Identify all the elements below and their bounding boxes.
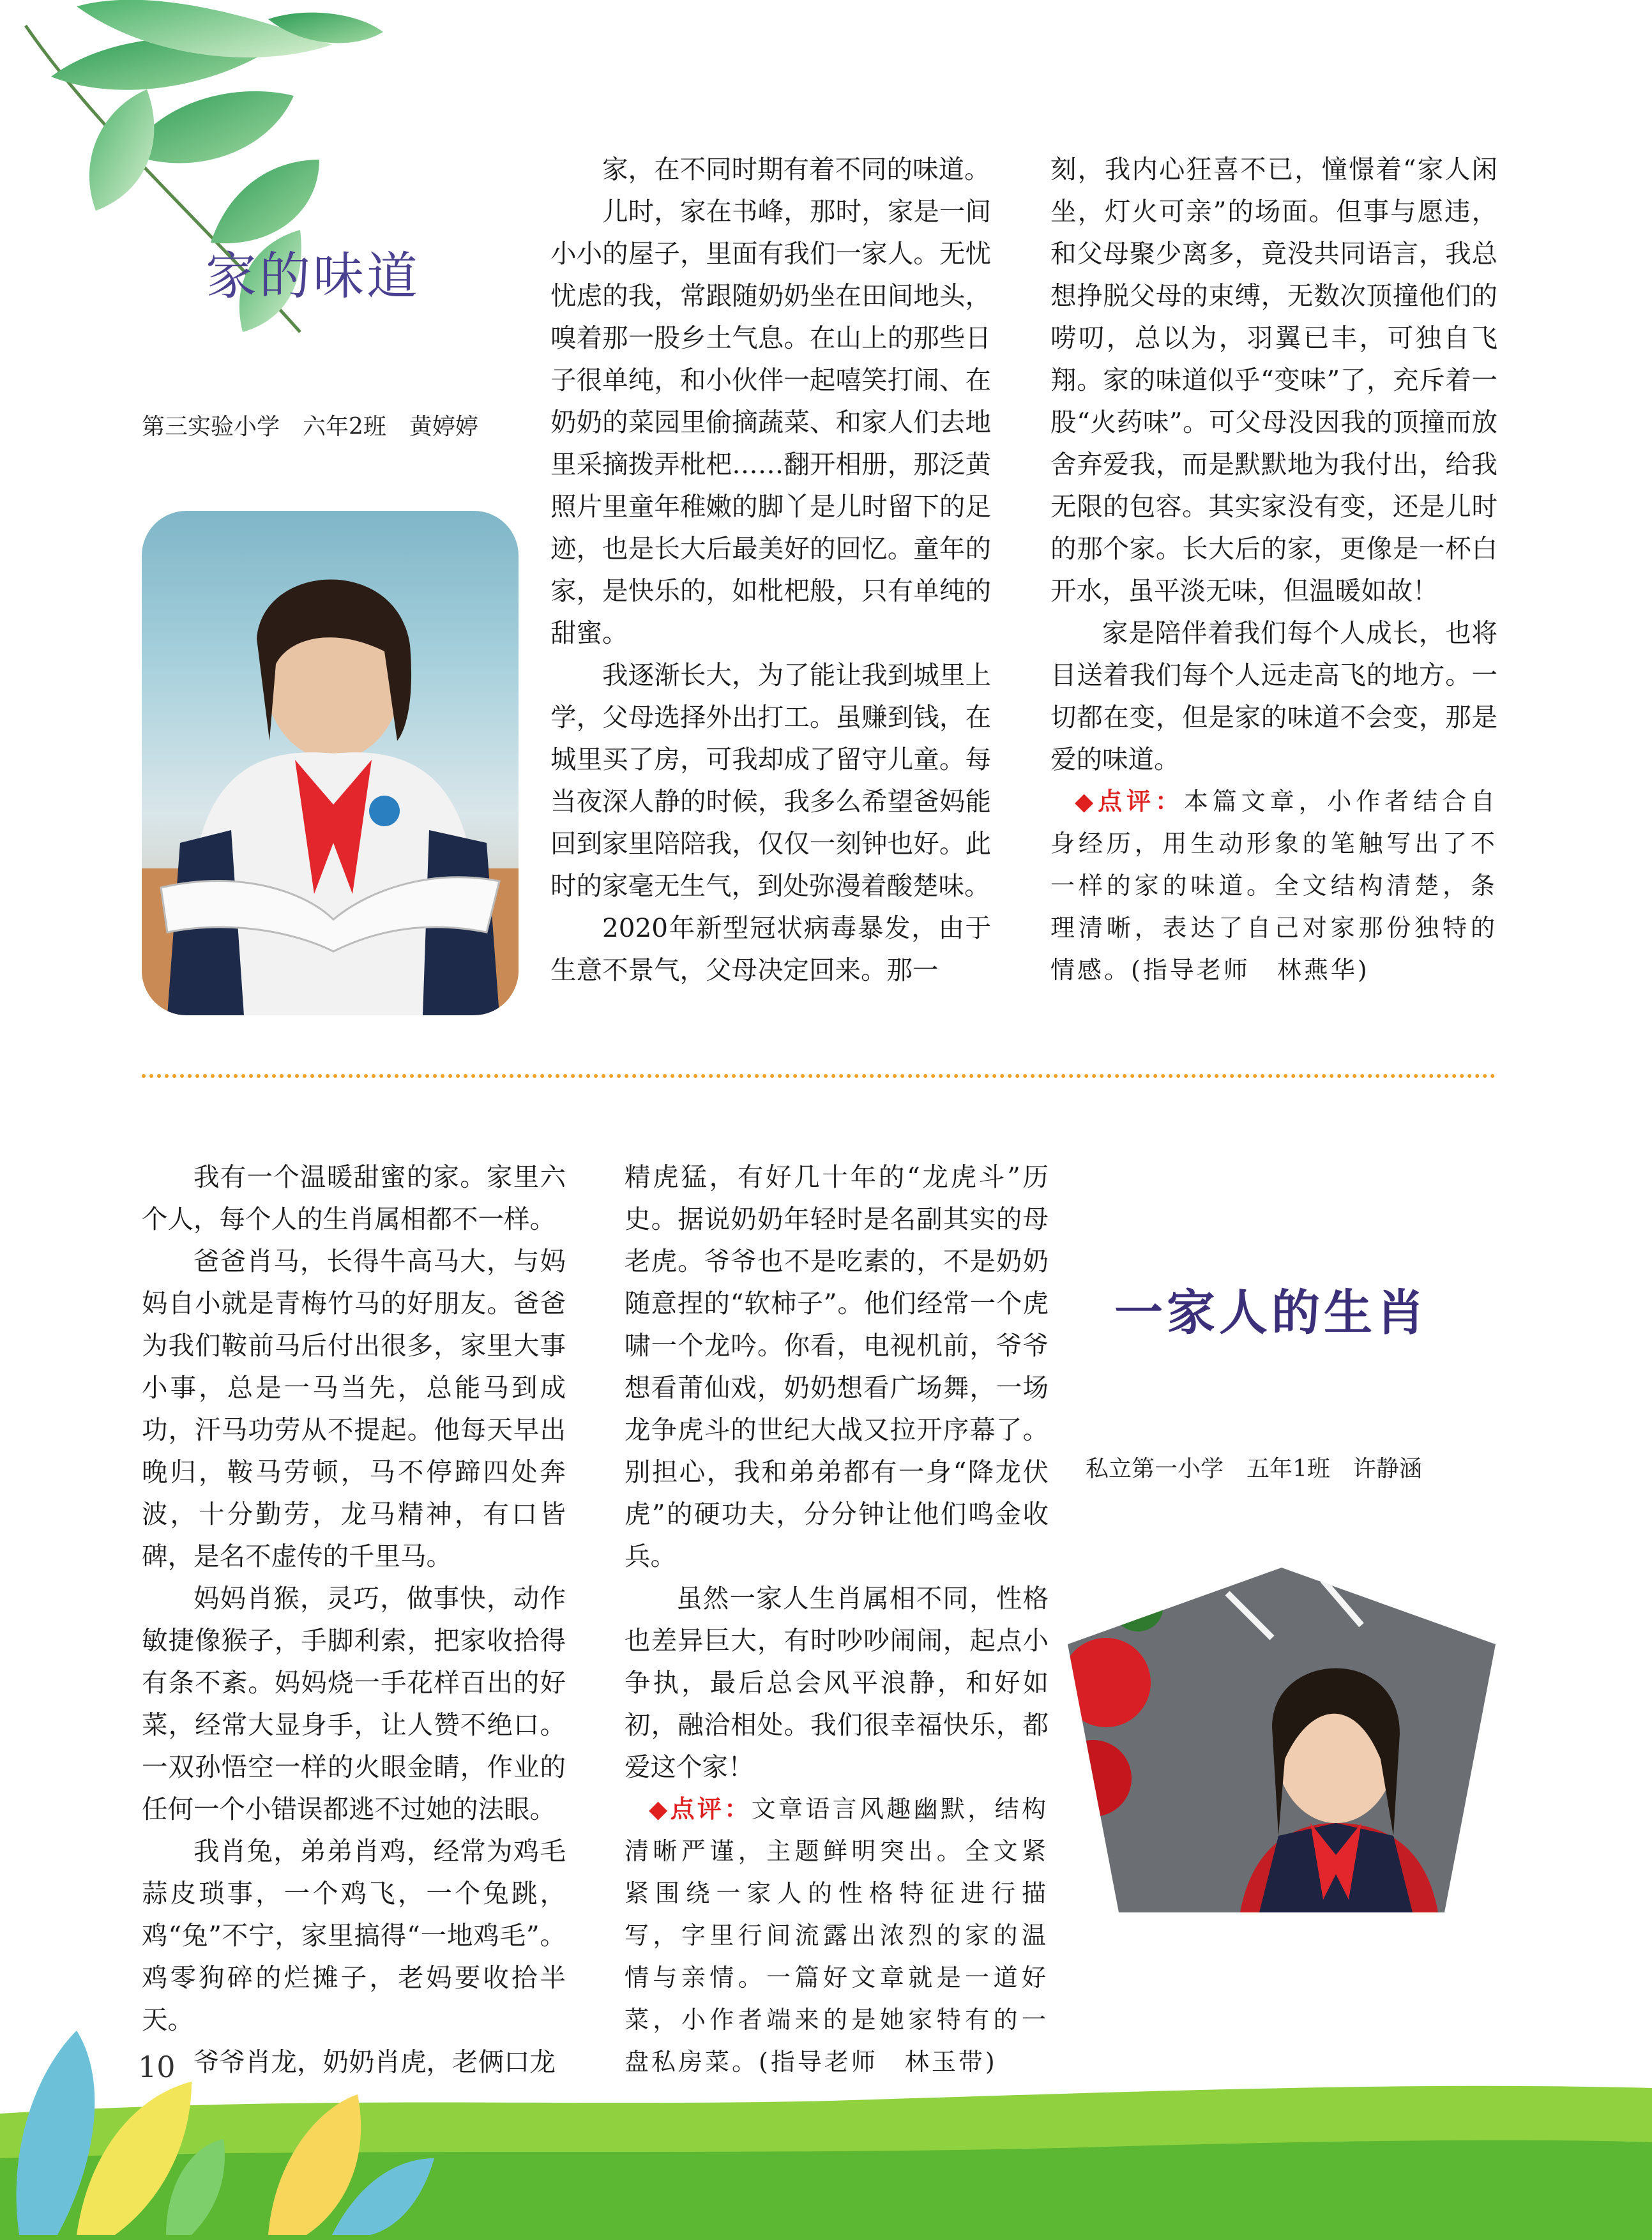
article2-title: 一家人的生肖 xyxy=(1114,1284,1428,1341)
article1-title: 家的味道 xyxy=(206,246,420,306)
comment-text: 文章语言风趣幽默，结构清晰严谨，主题鲜明突出。全文紧紧围绕一家人的性格特征进行描写，字里行间流露出浓烈的家的温情与亲情。一篇好文章就是一道好菜，小作者端来的是她家特有的一盘私房菜。(指导老师 林玉带) xyxy=(625,1795,1049,2076)
article1-column-1 xyxy=(550,148,991,991)
leaves-decoration xyxy=(0,0,447,447)
comment-label: ◆点评： xyxy=(649,1795,752,1823)
article2-para: 我有一个温暖甜蜜的家。家里六个人，每个人的生肖属相都不一样。 xyxy=(142,1162,566,1234)
article2-para: 我肖兔，弟弟肖鸡，经常为鸡毛蒜皮琐事，一个鸡飞，一个兔跳，鸡“兔”不宁，家里搞得“一地鸡毛”。鸡零狗碎的烂摊子，老妈要收拾半天。 xyxy=(142,1836,566,2035)
article1-para: 家，在不同时期有着不同的味道。 xyxy=(602,154,990,185)
article2-para: 爸爸肖马，长得牛高马大，与妈妈自小就是青梅竹马的好朋友。爸爸为我们鞍前马后付出很多，家里大事小事，总是一马当先，总能马到成功，汗马功劳从不提起。他每天早出晚归，鞍马劳顿，马不停蹄四处奔波，十分勤劳，龙马精神，有口皆碑，是名不虚传的千里马。 xyxy=(142,1246,566,1571)
article2-photo xyxy=(1068,1568,1496,1912)
article1-para: 儿时，家在书峰，那时，家是一间小小的屋子，里面有我们一家人。无忧忧虑的我，常跟随奶奶坐在田间地头，嗅着那一股乡土气息。在山上的那些日子很单纯，和小伙伴一起嘻笑打闹、在奶奶的菜园里偷摘蔬菜、和家人们去地里采摘拨弄枇杷……翻开相册，那泛黄照片里童年稚嫩的脚丫是儿时留下的足迹，也是长大后最美好的回忆。童年的家，是快乐的，如枇杷般，只有单纯的甜蜜。 xyxy=(550,196,991,648)
article1-photo xyxy=(142,511,519,1015)
section-divider xyxy=(142,1074,1496,1078)
article2-para: 爷爷肖龙，奶奶肖虎，老俩口龙 xyxy=(193,2047,556,2077)
article2-column-2 xyxy=(625,1156,1049,2083)
article1-column-2 xyxy=(1050,148,1497,991)
article2-para: 虽然一家人生肖属相不同，性格也差异巨大，有时吵吵闹闹，起点小争执，最后总会风平浪静，和好如初，融洽相处。我们很幸福快乐，都爱这个家！ xyxy=(625,1583,1049,1782)
comment-label: ◆点评： xyxy=(1075,787,1184,815)
article2-column-1 xyxy=(142,1156,566,2083)
grass-decoration xyxy=(0,1954,1652,2240)
article1-para: 我逐渐长大，为了能让我到城里上学，父母选择外出打工。虽赚到钱，在城里买了房，可我却成了留守儿童。每当夜深人静的时候，我多么希望爸妈能回到家里陪陪我，仅仅一刻钟也好。此时的家毫无生气，到处弥漫着酸楚味。 xyxy=(550,660,991,901)
page-number: 10 xyxy=(138,2050,176,2084)
article1-para: 家是陪伴着我们每个人成长，也将目送着我们每个人远走高飞的地方。一切都在变，但是家的味道不会变，那是爱的味道。 xyxy=(1050,617,1497,775)
article2-para: 精虎猛，有好几十年的“龙虎斗”历史。据说奶奶年轻时是名副其实的母老虎。爷爷也不是吃素的，不是奶奶随意捏的“软柿子”。他们经常一个虎啸一个龙吟。你看，电视机前，爷爷想看莆仙戏，奶奶想看广场舞，一场龙争虎斗的世纪大战又拉开序幕了。别担心，我和弟弟都有一身“降龙伏虎”的硬功夫，分分钟让他们鸣金收兵。 xyxy=(625,1162,1049,1571)
article2-byline: 私立第一小学 五年1班 许静涵 xyxy=(1086,1456,1422,1482)
article1-comment xyxy=(1050,780,1497,991)
article1-para: 2020年新型冠状病毒暴发，由于生意不景气，父母决定回来。那一 xyxy=(550,912,991,985)
article2-para: 妈妈肖猴，灵巧，做事快，动作敏捷像猴子，手脚利索，把家收拾得有条不紊。妈妈烧一手花样百出的好菜，经常大显身手，让人赞不绝口。一双孙悟空一样的火眼金睛，作业的任何一个小错误都逃不过她的法眼。 xyxy=(142,1583,566,1824)
comment-text: 本篇文章，小作者结合自身经历，用生动形象的笔触写出了不一样的家的味道。全文结构清楚，条理清晰，表达了自己对家那份独特的情感。(指导老师 林燕华) xyxy=(1050,787,1497,984)
article1-byline: 第三实验小学 六年2班 黄婷婷 xyxy=(142,414,478,440)
article1-para: 刻，我内心狂喜不已，憧憬着“家人闲坐，灯火可亲”的场面。但事与愿违，和父母聚少离多，竟没共同语言，我总想挣脱父母的束缚，无数次顶撞他们的唠叨，总以为，羽翼已丰，可独自飞翔。家的味道似乎“变味”了，充斥着一股“火药味”。可父母没因我的顶撞而放舍弃爱我，而是默默地为我付出，给我无限的包容。其实家没有变，还是儿时的那个家。长大后的家，更像是一杯白开水，虽平淡无味，但温暖如故！ xyxy=(1050,154,1497,606)
